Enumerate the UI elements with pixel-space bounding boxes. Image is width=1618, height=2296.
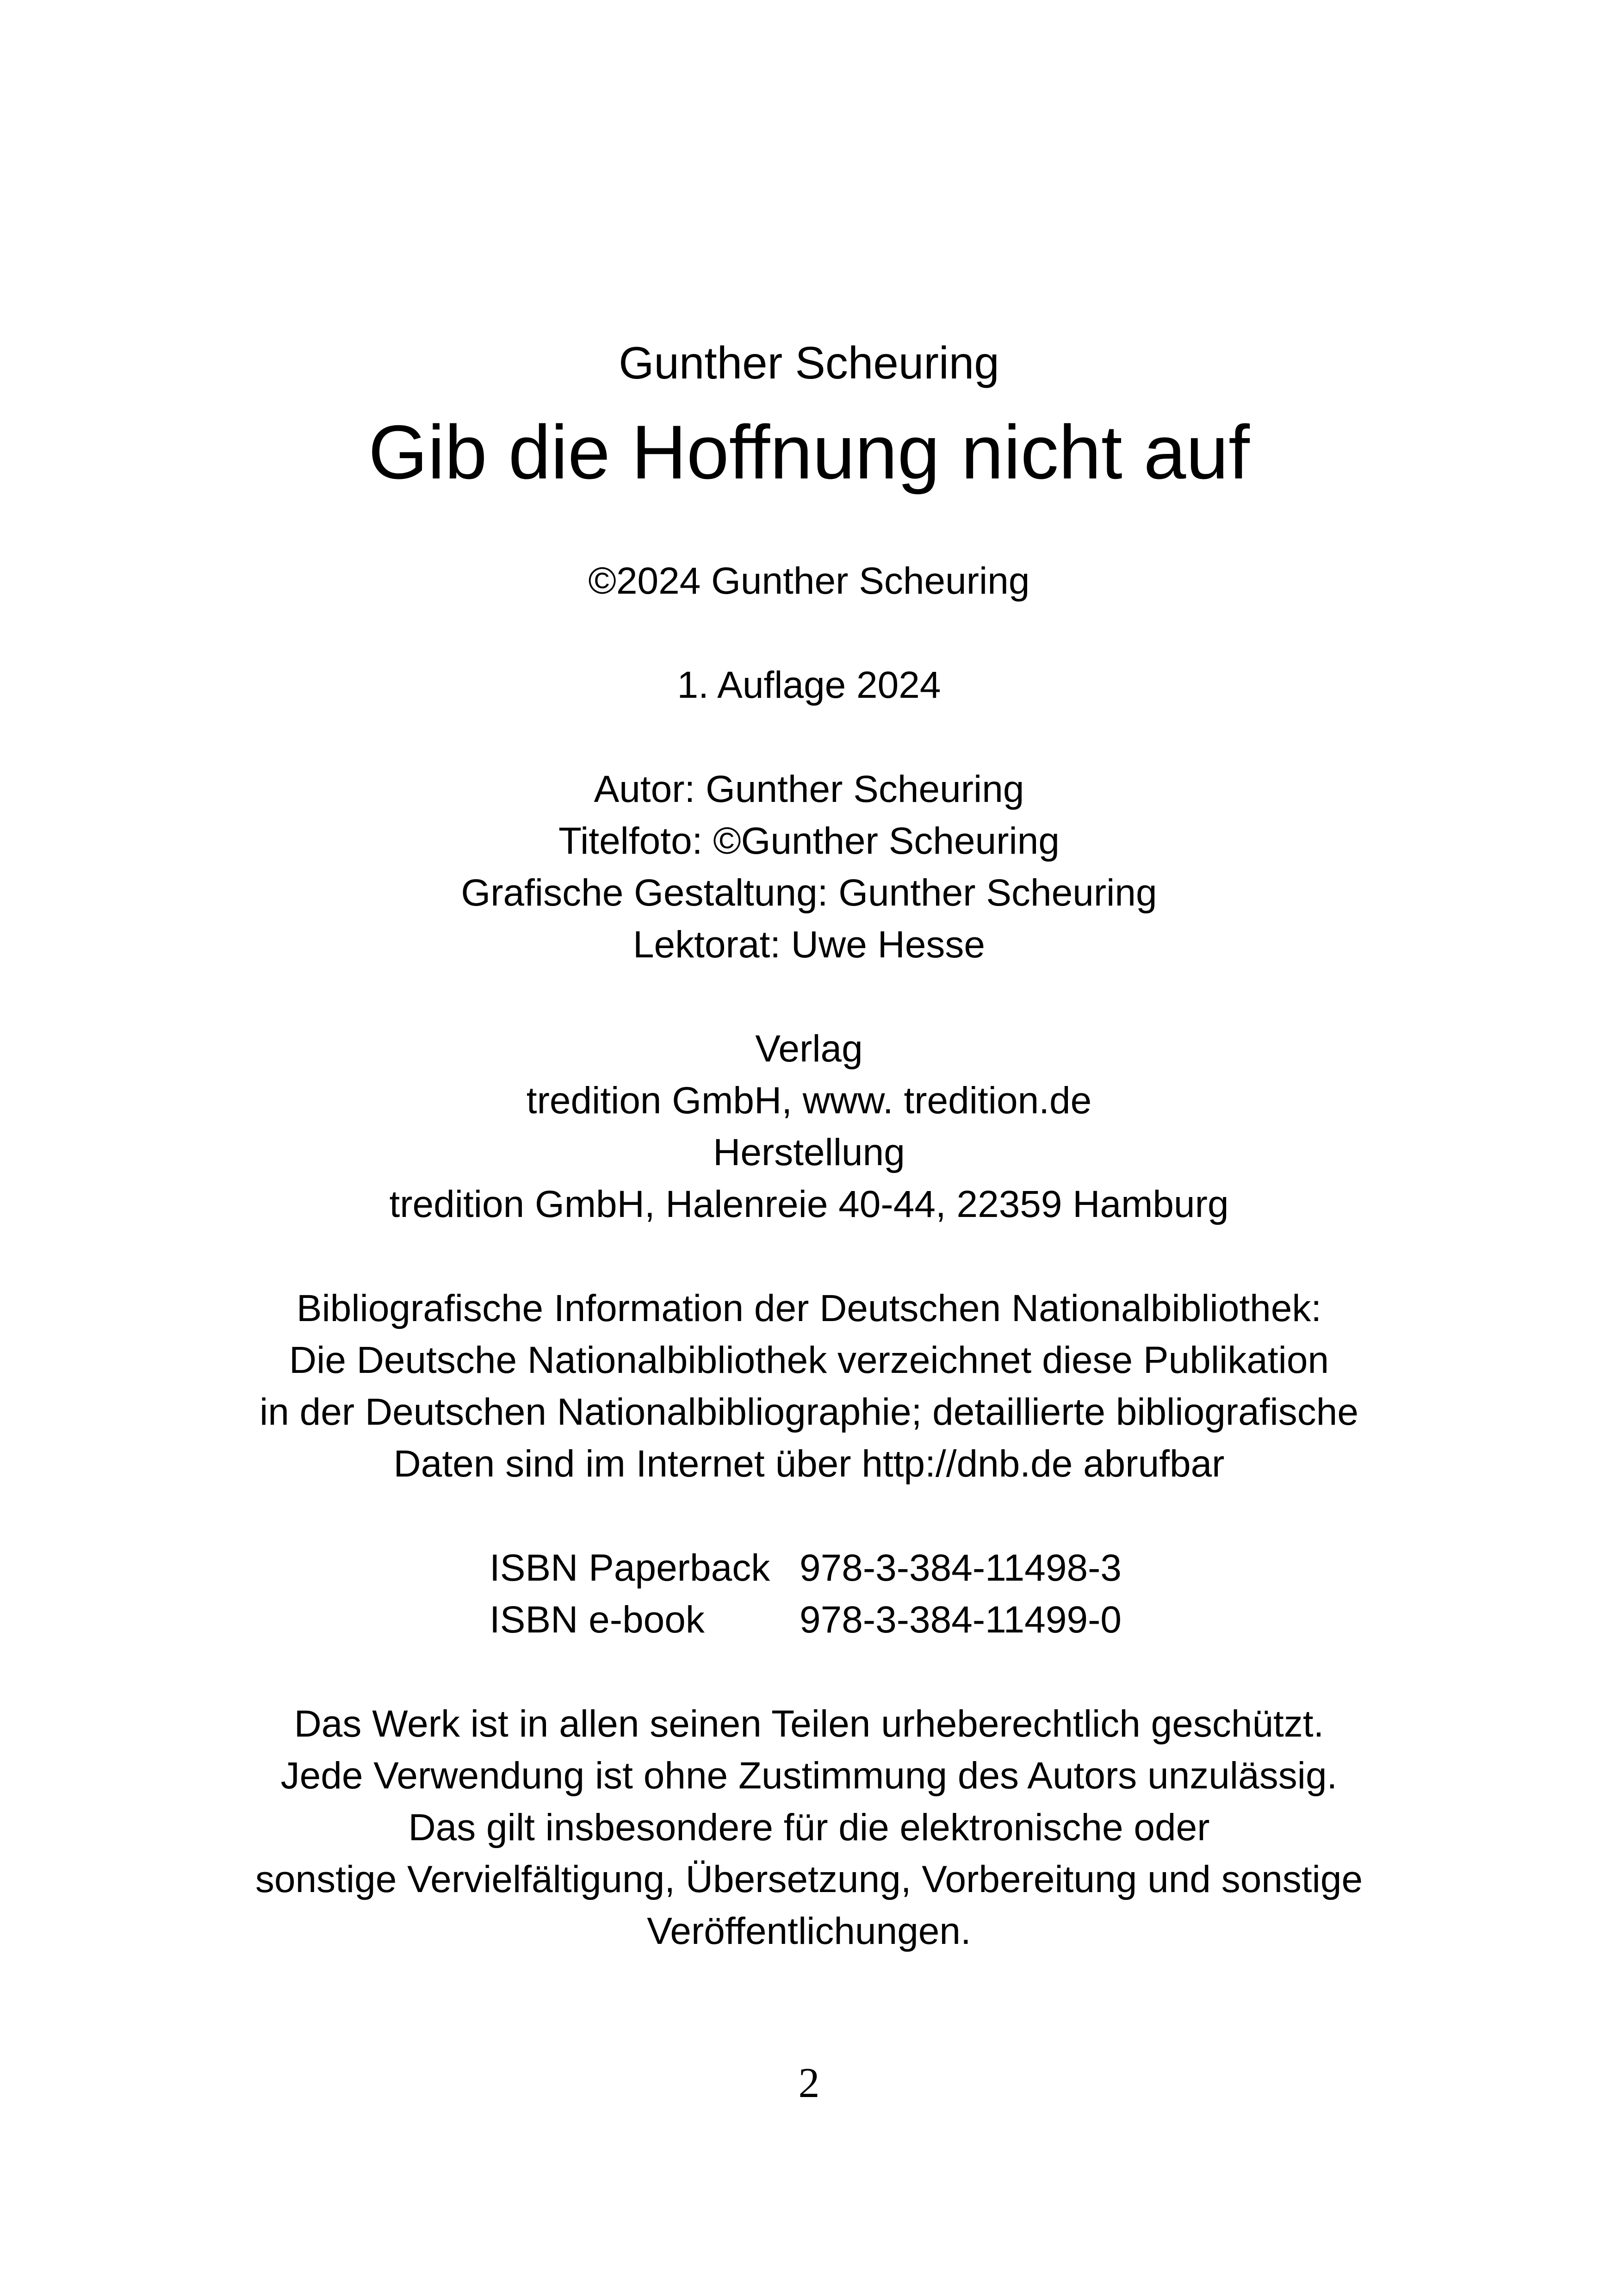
- rights-line-1: Das Werk ist in allen seinen Teilen urheberechtlich geschützt.: [294, 1703, 1324, 1745]
- page-number: 2: [798, 2059, 820, 2106]
- credit-editor: Lektorat: Uwe Hesse: [632, 924, 986, 966]
- book-title: Gib die Hoffnung nicht auf: [368, 410, 1250, 495]
- rights-line-3: Das gilt insbesondere für die elektronische oder: [408, 1806, 1210, 1849]
- bibliographic-line-2: Die Deutsche Nationalbibliothek verzeichnet diese Publikation: [289, 1339, 1329, 1381]
- isbn-paperback-label: ISBN Paperback: [490, 1547, 770, 1589]
- rights-line-5: Veröffentlichungen.: [647, 1910, 971, 1952]
- credit-cover-photo: Titelfoto: ©Gunther Scheuring: [558, 820, 1060, 862]
- bibliographic-line-4: Daten sind im Internet über http://dnb.de abrufbar: [393, 1443, 1225, 1485]
- edition-line: 1. Auflage 2024: [677, 664, 941, 706]
- rights-line-2: Jede Verwendung ist ohne Zustimmung des Autors unzulässig.: [280, 1755, 1338, 1797]
- isbn-ebook-row: [490, 1601, 1122, 1639]
- copyright-line: ©2024 Gunther Scheuring: [588, 560, 1030, 602]
- bibliographic-line-3: in der Deutschen Nationalbibliographie; detaillierte bibliografische: [260, 1391, 1358, 1433]
- isbn-ebook-value: 978-3-384-11499-0: [800, 1599, 1122, 1641]
- publisher-name: tredition GmbH, www. tredition.de: [526, 1080, 1092, 1122]
- isbn-ebook-label: ISBN e-book: [490, 1599, 705, 1641]
- bibliographic-line-1: Bibliografische Information der Deutschen Nationalbibliothek:: [296, 1287, 1322, 1329]
- credit-graphic-design: Grafische Gestaltung: Gunther Scheuring: [461, 872, 1157, 914]
- author-name: Gunther Scheuring: [619, 337, 999, 388]
- isbn-paperback-row: [490, 1549, 1122, 1587]
- production-address: tredition GmbH, Halenreie 40-44, 22359 Hamburg: [389, 1183, 1229, 1225]
- publisher-heading: Verlag: [755, 1028, 863, 1070]
- isbn-paperback-value: 978-3-384-11498-3: [800, 1547, 1122, 1589]
- production-heading: Herstellung: [713, 1131, 905, 1173]
- rights-line-4: sonstige Vervielfältigung, Übersetzung, Vorbereitung und sonstige: [255, 1858, 1363, 1900]
- credit-author: Autor: Gunther Scheuring: [594, 768, 1024, 810]
